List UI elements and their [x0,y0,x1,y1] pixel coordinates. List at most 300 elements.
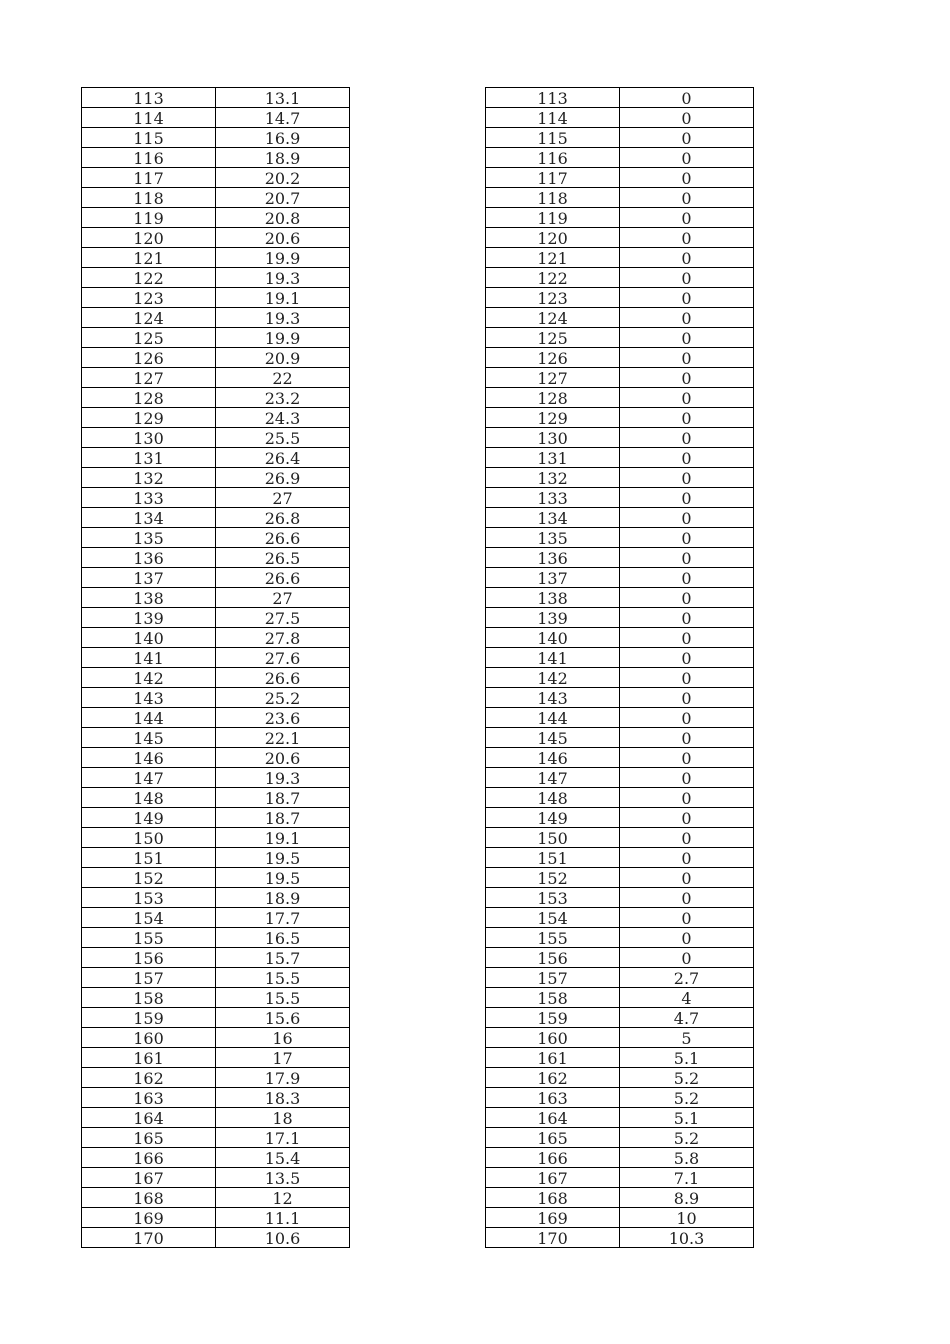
table-row [82,428,350,448]
index-cell[interactable]: 131 [82,448,216,468]
table-row [486,408,754,428]
value-cell[interactable]: 20.6 [216,748,350,768]
index-cell[interactable]: 163 [82,1088,216,1108]
table-row [82,1208,350,1228]
index-cell[interactable]: 126 [82,348,216,368]
index-cell[interactable]: 161 [82,1048,216,1068]
value-cell[interactable]: 20.9 [216,348,350,368]
value-cell[interactable]: 13.1 [216,88,350,108]
index-cell[interactable]: 161 [486,1048,620,1068]
value-cell[interactable]: 25.2 [216,688,350,708]
table-row [486,1148,754,1168]
value-cell[interactable]: 15.7 [216,948,350,968]
value-cell[interactable]: 7.1 [620,1168,754,1188]
index-cell[interactable]: 135 [486,528,620,548]
index-cell[interactable]: 116 [486,148,620,168]
value-cell[interactable]: 0 [620,208,754,228]
value-cell[interactable]: 19.3 [216,768,350,788]
value-cell[interactable]: 27.6 [216,648,350,668]
table-row [82,888,350,908]
table-row [82,908,350,928]
table-row [82,168,350,188]
table-row [82,548,350,568]
index-cell[interactable]: 156 [82,948,216,968]
value-cell[interactable]: 10.6 [216,1228,350,1248]
value-cell[interactable]: 0 [620,788,754,808]
index-cell[interactable]: 151 [486,848,620,868]
value-cell[interactable]: 17.9 [216,1068,350,1088]
value-cell[interactable]: 14.7 [216,108,350,128]
index-cell[interactable]: 170 [486,1228,620,1248]
index-cell[interactable]: 141 [486,648,620,668]
value-cell[interactable]: 0 [620,728,754,748]
index-cell[interactable]: 166 [486,1148,620,1168]
index-cell[interactable]: 152 [486,868,620,888]
index-cell[interactable]: 159 [486,1008,620,1028]
value-cell[interactable]: 0 [620,768,754,788]
value-cell[interactable]: 26.9 [216,468,350,488]
index-cell[interactable]: 153 [486,888,620,908]
value-cell[interactable]: 0 [620,368,754,388]
left-table-body [82,88,350,1248]
index-cell[interactable]: 115 [82,128,216,148]
table-row [82,968,350,988]
value-cell[interactable]: 0 [620,528,754,548]
value-cell[interactable]: 12 [216,1188,350,1208]
index-cell[interactable]: 134 [486,508,620,528]
index-cell[interactable]: 138 [486,588,620,608]
value-cell[interactable]: 0 [620,388,754,408]
index-cell[interactable]: 131 [486,448,620,468]
index-cell[interactable]: 121 [82,248,216,268]
value-cell[interactable]: 0 [620,228,754,248]
table-row [82,308,350,328]
table-row [82,768,350,788]
value-cell[interactable]: 0 [620,668,754,688]
index-cell[interactable]: 155 [82,928,216,948]
index-cell[interactable]: 137 [486,568,620,588]
value-cell[interactable]: 16 [216,1028,350,1048]
index-cell[interactable]: 117 [486,168,620,188]
value-cell[interactable]: 18.3 [216,1088,350,1108]
value-cell[interactable]: 26.4 [216,448,350,468]
index-cell[interactable]: 168 [82,1188,216,1208]
value-cell[interactable]: 19.3 [216,268,350,288]
table-row [486,328,754,348]
value-cell[interactable]: 19.1 [216,288,350,308]
index-cell[interactable]: 157 [82,968,216,988]
index-cell[interactable]: 154 [82,908,216,928]
index-cell[interactable]: 149 [486,808,620,828]
index-cell[interactable]: 148 [486,788,620,808]
index-cell[interactable]: 160 [486,1028,620,1048]
value-cell[interactable]: 17.7 [216,908,350,928]
index-cell[interactable]: 149 [82,808,216,828]
value-cell[interactable]: 0 [620,828,754,848]
value-cell[interactable]: 0 [620,408,754,428]
index-cell[interactable]: 129 [486,408,620,428]
table-row [82,368,350,388]
index-cell[interactable]: 124 [486,308,620,328]
table-row [82,448,350,468]
value-cell[interactable]: 0 [620,188,754,208]
value-cell[interactable]: 2.7 [620,968,754,988]
table-row [486,948,754,968]
index-cell[interactable]: 138 [82,588,216,608]
index-cell[interactable]: 164 [82,1108,216,1128]
value-cell[interactable]: 5 [620,1028,754,1048]
index-cell[interactable]: 119 [486,208,620,228]
index-cell[interactable]: 150 [486,828,620,848]
index-cell[interactable]: 169 [82,1208,216,1228]
index-cell[interactable]: 167 [486,1168,620,1188]
value-cell[interactable]: 18.7 [216,808,350,828]
index-cell[interactable]: 170 [82,1228,216,1248]
value-cell[interactable]: 27 [216,488,350,508]
table-row [486,548,754,568]
value-cell[interactable]: 0 [620,88,754,108]
index-cell[interactable]: 129 [82,408,216,428]
value-cell[interactable]: 22.1 [216,728,350,748]
value-cell[interactable]: 0 [620,328,754,348]
index-cell[interactable]: 133 [82,488,216,508]
index-cell[interactable]: 118 [486,188,620,208]
value-cell[interactable]: 16.5 [216,928,350,948]
value-cell[interactable]: 10 [620,1208,754,1228]
index-cell[interactable]: 156 [486,948,620,968]
value-cell[interactable]: 5.1 [620,1048,754,1068]
table-row [82,1148,350,1168]
value-cell[interactable]: 5.8 [620,1148,754,1168]
index-cell[interactable]: 132 [82,468,216,488]
value-cell[interactable]: 0 [620,268,754,288]
table-row [486,128,754,148]
index-cell[interactable]: 123 [486,288,620,308]
value-cell[interactable]: 26.8 [216,508,350,528]
table-row [486,1108,754,1128]
value-cell[interactable]: 27.8 [216,628,350,648]
value-cell[interactable]: 0 [620,128,754,148]
index-cell[interactable]: 141 [82,648,216,668]
value-cell[interactable]: 15.5 [216,968,350,988]
table-row [486,108,754,128]
table-row [486,968,754,988]
value-cell[interactable]: 0 [620,588,754,608]
value-cell[interactable]: 0 [620,868,754,888]
index-cell[interactable]: 140 [486,628,620,648]
value-cell[interactable]: 19.9 [216,248,350,268]
value-cell[interactable]: 0 [620,568,754,588]
value-cell[interactable]: 0 [620,908,754,928]
value-cell[interactable]: 0 [620,608,754,628]
index-cell[interactable]: 120 [82,228,216,248]
value-cell[interactable]: 20.6 [216,228,350,248]
table-row [486,1208,754,1228]
index-cell[interactable]: 119 [82,208,216,228]
index-cell[interactable]: 152 [82,868,216,888]
index-cell[interactable]: 122 [82,268,216,288]
value-cell[interactable]: 15.4 [216,1148,350,1168]
table-row [82,188,350,208]
table-row [82,808,350,828]
index-cell[interactable]: 137 [82,568,216,588]
index-cell[interactable]: 147 [486,768,620,788]
index-cell[interactable]: 145 [82,728,216,748]
value-cell[interactable]: 26.6 [216,668,350,688]
index-cell[interactable]: 158 [486,988,620,1008]
value-cell[interactable]: 0 [620,628,754,648]
value-cell[interactable]: 0 [620,848,754,868]
table-row [82,668,350,688]
table-row [486,148,754,168]
table-row [82,288,350,308]
table-row [82,748,350,768]
index-cell[interactable]: 160 [82,1028,216,1048]
table-row [82,988,350,1008]
value-cell[interactable]: 18.9 [216,148,350,168]
index-cell[interactable]: 113 [82,88,216,108]
table-row [82,868,350,888]
value-cell[interactable]: 0 [620,468,754,488]
value-cell[interactable]: 0 [620,248,754,268]
index-cell[interactable]: 168 [486,1188,620,1208]
index-cell[interactable]: 116 [82,148,216,168]
index-cell[interactable]: 113 [486,88,620,108]
table-row [486,848,754,868]
value-cell[interactable]: 0 [620,708,754,728]
table-row [82,928,350,948]
table-row [486,688,754,708]
value-cell[interactable]: 19.5 [216,848,350,868]
index-cell[interactable]: 132 [486,468,620,488]
value-cell[interactable]: 19.5 [216,868,350,888]
value-cell[interactable]: 5.2 [620,1128,754,1148]
value-cell[interactable]: 0 [620,168,754,188]
table-row [82,1088,350,1108]
value-cell[interactable]: 0 [620,888,754,908]
value-cell[interactable]: 0 [620,948,754,968]
table-row [486,668,754,688]
index-cell[interactable]: 124 [82,308,216,328]
value-cell[interactable]: 22 [216,368,350,388]
table-row [486,228,754,248]
value-cell[interactable]: 18 [216,1108,350,1128]
index-cell[interactable]: 128 [486,388,620,408]
table-row [82,948,350,968]
value-cell[interactable]: 18.9 [216,888,350,908]
value-cell[interactable]: 20.8 [216,208,350,228]
index-cell[interactable]: 142 [486,668,620,688]
index-cell[interactable]: 135 [82,528,216,548]
table-row [82,828,350,848]
table-row [82,88,350,108]
value-cell[interactable]: 0 [620,648,754,668]
index-cell[interactable]: 126 [486,348,620,368]
index-cell[interactable]: 150 [82,828,216,848]
table-row [82,528,350,548]
value-cell[interactable]: 0 [620,508,754,528]
index-cell[interactable]: 120 [486,228,620,248]
table-row [82,388,350,408]
index-cell[interactable]: 136 [486,548,620,568]
index-cell[interactable]: 114 [486,108,620,128]
value-cell[interactable]: 19.1 [216,828,350,848]
index-cell[interactable]: 143 [486,688,620,708]
value-cell[interactable]: 26.5 [216,548,350,568]
index-cell[interactable]: 127 [486,368,620,388]
index-cell[interactable]: 147 [82,768,216,788]
value-cell[interactable]: 0 [620,428,754,448]
index-cell[interactable]: 139 [82,608,216,628]
table-row [82,408,350,428]
index-cell[interactable]: 123 [82,288,216,308]
index-cell[interactable]: 136 [82,548,216,568]
index-cell[interactable]: 114 [82,108,216,128]
value-cell[interactable]: 27 [216,588,350,608]
index-cell[interactable]: 167 [82,1168,216,1188]
index-cell[interactable]: 144 [486,708,620,728]
table-row [82,588,350,608]
index-cell[interactable]: 155 [486,928,620,948]
index-cell[interactable]: 145 [486,728,620,748]
index-cell[interactable]: 125 [82,328,216,348]
index-cell[interactable]: 166 [82,1148,216,1168]
table-row [486,1028,754,1048]
table-row [486,308,754,328]
index-cell[interactable]: 169 [486,1208,620,1228]
value-cell[interactable]: 10.3 [620,1228,754,1248]
value-cell[interactable]: 24.3 [216,408,350,428]
index-cell[interactable]: 153 [82,888,216,908]
table-row [82,348,350,368]
index-cell[interactable]: 162 [82,1068,216,1088]
value-cell[interactable]: 20.2 [216,168,350,188]
index-cell[interactable]: 165 [82,1128,216,1148]
value-cell[interactable]: 18.7 [216,788,350,808]
value-cell[interactable]: 5.1 [620,1108,754,1128]
value-cell[interactable]: 27.5 [216,608,350,628]
value-cell[interactable]: 26.6 [216,568,350,588]
index-cell[interactable]: 130 [82,428,216,448]
table-row [486,348,754,368]
value-cell[interactable]: 0 [620,448,754,468]
value-cell[interactable]: 19.9 [216,328,350,348]
index-cell[interactable]: 158 [82,988,216,1008]
table-row [486,1048,754,1068]
index-cell[interactable]: 146 [486,748,620,768]
table-row [486,748,754,768]
table-row [82,108,350,128]
index-cell[interactable]: 139 [486,608,620,628]
index-cell[interactable]: 148 [82,788,216,808]
value-cell[interactable]: 0 [620,808,754,828]
value-cell[interactable]: 17 [216,1048,350,1068]
value-cell[interactable]: 0 [620,748,754,768]
index-cell[interactable]: 115 [486,128,620,148]
index-cell[interactable]: 163 [486,1088,620,1108]
value-cell[interactable]: 23.6 [216,708,350,728]
table-row [486,208,754,228]
table-row [486,488,754,508]
index-cell[interactable]: 151 [82,848,216,868]
value-cell[interactable]: 20.7 [216,188,350,208]
value-cell[interactable]: 0 [620,108,754,128]
index-cell[interactable]: 128 [82,388,216,408]
table-row [486,648,754,668]
value-cell[interactable]: 5.2 [620,1068,754,1088]
value-cell[interactable]: 0 [620,148,754,168]
index-cell[interactable]: 140 [82,628,216,648]
index-cell[interactable]: 122 [486,268,620,288]
value-cell[interactable]: 0 [620,308,754,328]
table-row [486,188,754,208]
value-cell[interactable]: 5.2 [620,1088,754,1108]
index-cell[interactable]: 159 [82,1008,216,1028]
table-row [82,1008,350,1028]
value-cell[interactable]: 15.6 [216,1008,350,1028]
value-cell[interactable]: 4.7 [620,1008,754,1028]
value-cell[interactable]: 0 [620,548,754,568]
index-cell[interactable]: 146 [82,748,216,768]
index-cell[interactable]: 134 [82,508,216,528]
table-row [486,448,754,468]
index-cell[interactable]: 157 [486,968,620,988]
value-cell[interactable]: 0 [620,288,754,308]
value-cell[interactable]: 11.1 [216,1208,350,1228]
value-cell[interactable]: 13.5 [216,1168,350,1188]
table-row [82,1188,350,1208]
index-cell[interactable]: 143 [82,688,216,708]
value-cell[interactable]: 8.9 [620,1188,754,1208]
index-cell[interactable]: 164 [486,1108,620,1128]
index-cell[interactable]: 117 [82,168,216,188]
index-cell[interactable]: 127 [82,368,216,388]
value-cell[interactable]: 26.6 [216,528,350,548]
table-row [82,1228,350,1248]
value-cell[interactable]: 0 [620,688,754,708]
index-cell[interactable]: 130 [486,428,620,448]
table-row [82,488,350,508]
value-cell[interactable]: 17.1 [216,1128,350,1148]
table-row [486,708,754,728]
value-cell[interactable]: 0 [620,348,754,368]
index-cell[interactable]: 125 [486,328,620,348]
index-cell[interactable]: 133 [486,488,620,508]
value-cell[interactable]: 25.5 [216,428,350,448]
table-row [82,468,350,488]
index-cell[interactable]: 121 [486,248,620,268]
table-row [486,888,754,908]
value-cell[interactable]: 19.3 [216,308,350,328]
table-row [82,608,350,628]
table-row [486,788,754,808]
table-row [82,708,350,728]
value-cell[interactable]: 0 [620,928,754,948]
value-cell[interactable]: 4 [620,988,754,1008]
table-row [486,568,754,588]
index-cell[interactable]: 165 [486,1128,620,1148]
value-cell[interactable]: 16.9 [216,128,350,148]
value-cell[interactable]: 15.5 [216,988,350,1008]
table-row [82,628,350,648]
index-cell[interactable]: 118 [82,188,216,208]
value-cell[interactable]: 0 [620,488,754,508]
index-cell[interactable]: 142 [82,668,216,688]
index-cell[interactable]: 162 [486,1068,620,1088]
index-cell[interactable]: 144 [82,708,216,728]
index-cell[interactable]: 154 [486,908,620,928]
value-cell[interactable]: 23.2 [216,388,350,408]
